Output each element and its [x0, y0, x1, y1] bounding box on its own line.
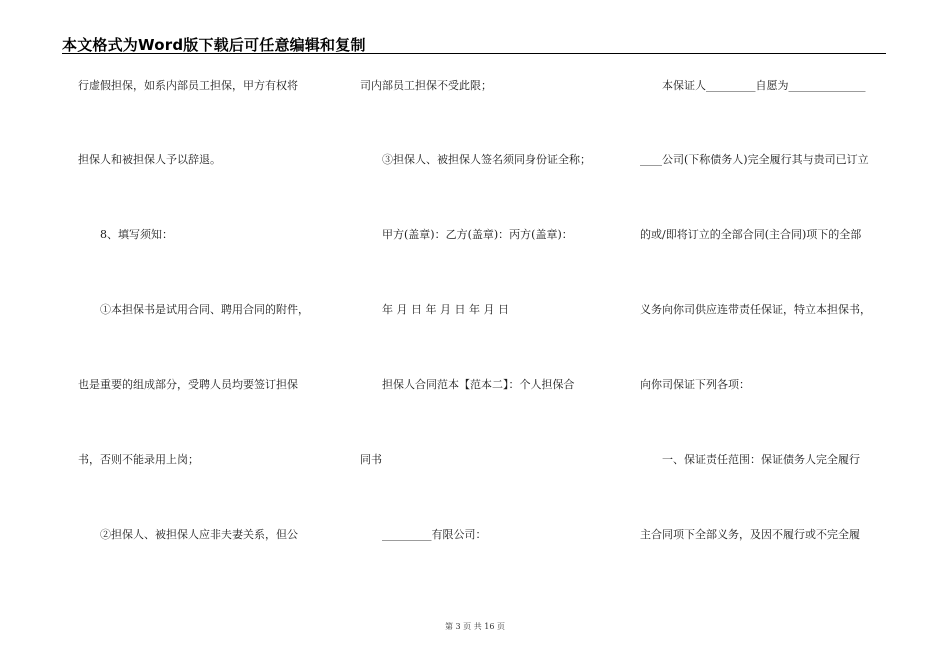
column-1-line-1: 行虚假担保，如系内部员工担保，甲方有权将: [78, 79, 298, 92]
document-header-title: 本文格式为Word版下载后可任意编辑和复制: [62, 36, 366, 54]
column-3-line-4: 义务向你司供应连带责任保证，特立本担保书，: [640, 303, 871, 316]
column-2-line-3: 甲方(盖章)：乙方(盖章)：丙方(盖章)：: [382, 228, 573, 241]
column-3-line-3: 的或/即将订立的全部合同(主合同)项下的全部: [640, 228, 862, 241]
column-2-line-2: ③担保人、被担保人签名须同身份证全称；: [382, 153, 591, 166]
column-3-line-7: 主合同项下全部义务，及因不履行或不完全履: [640, 528, 860, 541]
column-1-line-5: 也是重要的组成部分，受聘人员均要签订担保: [78, 378, 298, 391]
column-2-line-4: 年 月 日 年 月 日 年 月 日: [382, 303, 509, 316]
column-2-line-7: _________有限公司：: [382, 528, 487, 541]
column-3-line-1: 本保证人_________自愿为______________: [662, 79, 866, 92]
column-3-line-2: ____公司(下称债务人)完全履行其与贵司已订立: [640, 153, 869, 166]
column-2-line-5: 担保人合同范本【范本二】：个人担保合: [382, 378, 575, 391]
column-3-line-5: 向你司保证下列各项：: [640, 378, 750, 391]
column-1-line-6: 书，否则不能录用上岗；: [78, 453, 199, 466]
column-1-line-4: ①本担保书是试用合同、聘用合同的附件，: [100, 303, 309, 316]
page-number-footer: 第 3 页 共 16 页: [445, 622, 505, 631]
column-1-line-2: 担保人和被担保人予以辞退。: [78, 153, 221, 166]
column-1-line-3: 8、填写须知：: [100, 228, 173, 241]
column-2-line-1: 司内部员工担保不受此限；: [360, 79, 492, 92]
column-1-line-7: ②担保人、被担保人应非夫妻关系，但公: [100, 528, 298, 541]
column-3-line-6: 一、保证责任范围：保证债务人完全履行: [662, 453, 860, 466]
header-divider: [62, 53, 886, 54]
column-2-line-6: 同书: [360, 453, 382, 466]
